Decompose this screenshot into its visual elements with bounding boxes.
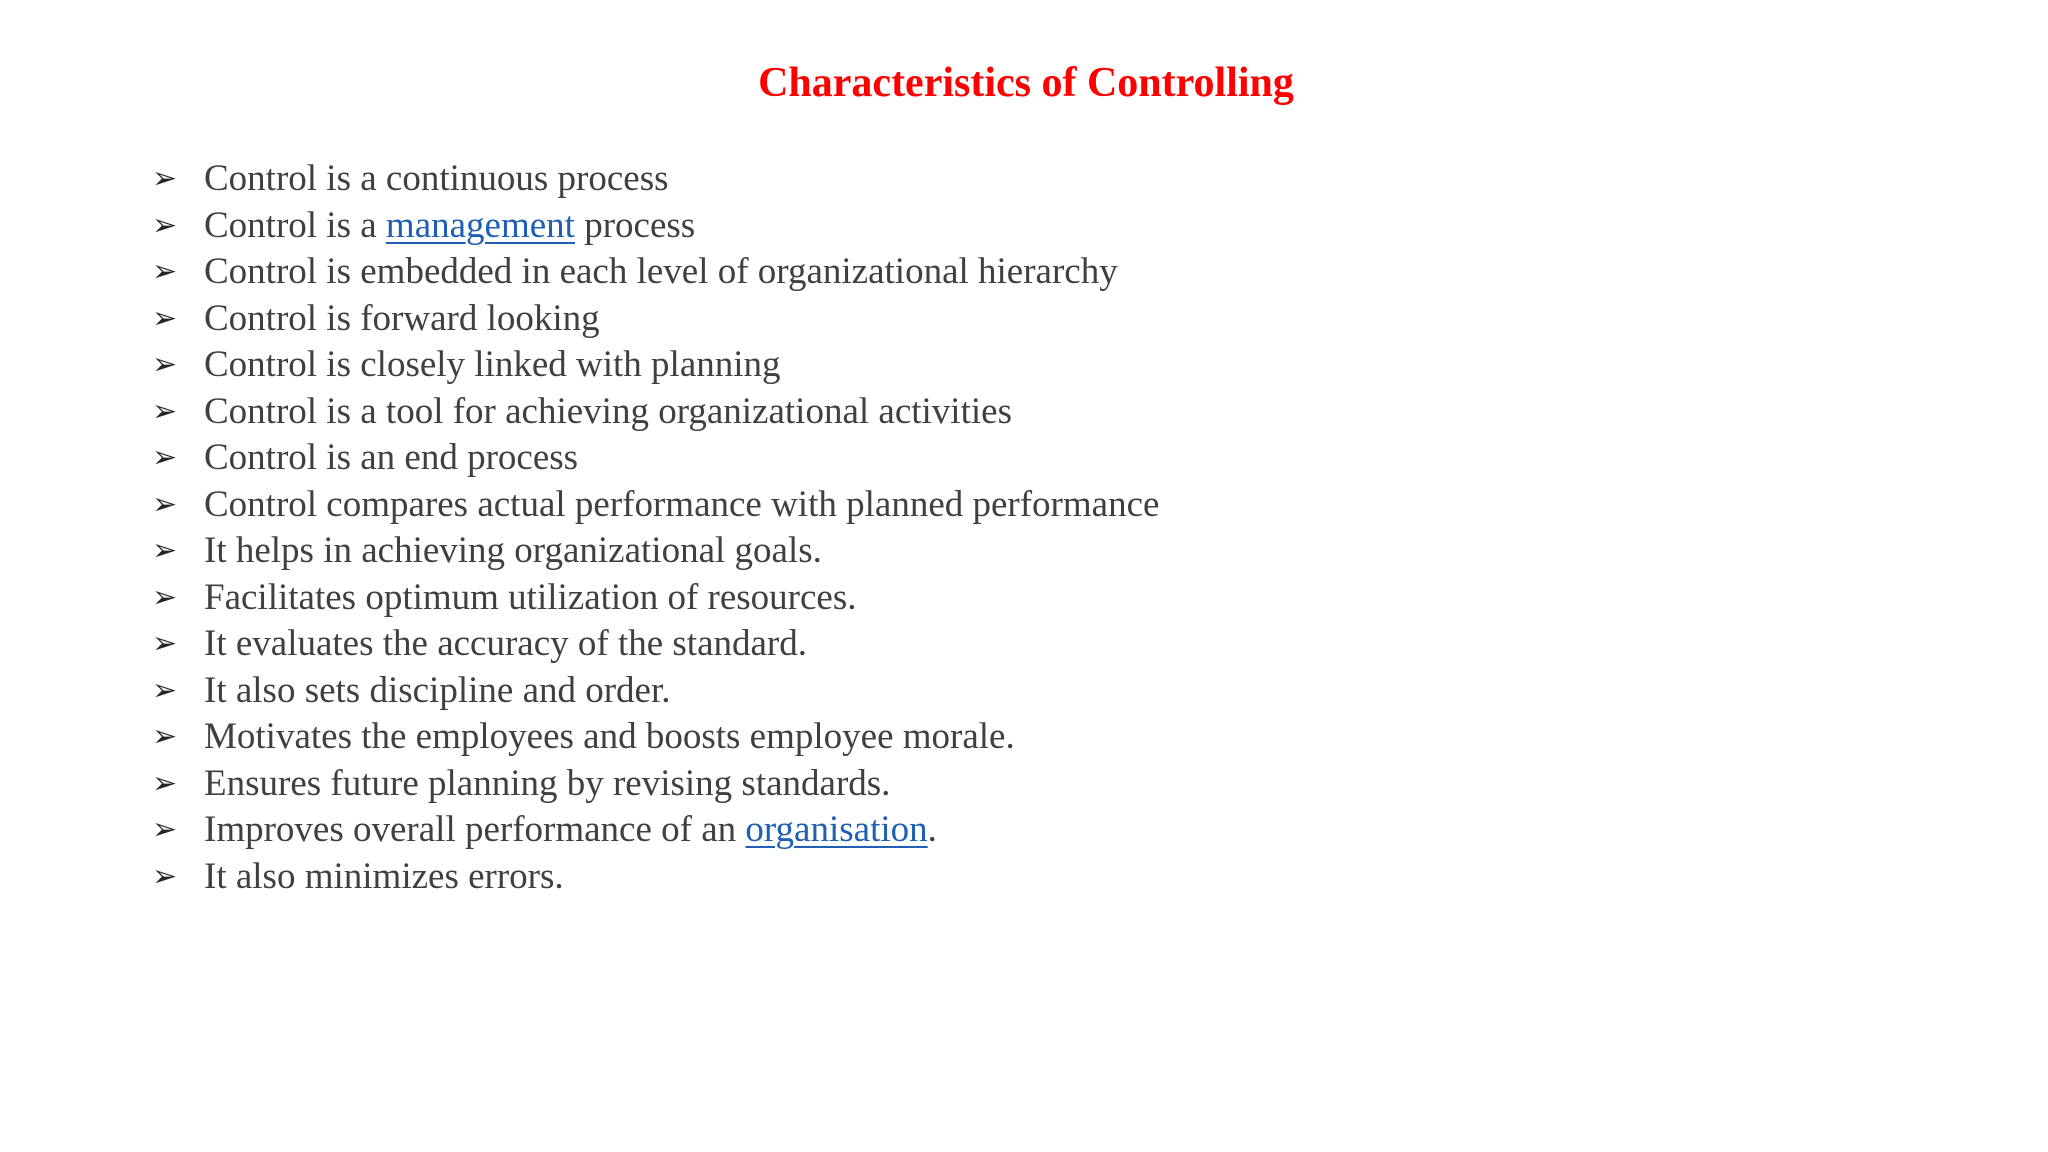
arrow-bullet-icon: ➢	[152, 858, 178, 894]
bullet-list	[152, 156, 1159, 900]
bullet-item	[152, 342, 1159, 389]
bullet-item	[152, 668, 1159, 715]
bullet-text: Improves overall performance of an	[204, 809, 746, 850]
arrow-bullet-icon: ➢	[152, 533, 178, 568]
arrow-bullet-icon: ➢	[152, 672, 178, 708]
arrow-bullet-icon: ➢	[152, 440, 178, 475]
bullet-item	[152, 156, 1159, 203]
bullet-item	[152, 621, 1159, 668]
bullet-text: It also sets discipline and order.	[204, 669, 671, 711]
bullet-text-after: process	[574, 204, 696, 246]
bullet-text: Control is an end process	[204, 437, 579, 478]
bullet-text: Facilitates optimum utilization of resources.	[204, 576, 857, 618]
management-link[interactable]: management	[385, 204, 575, 246]
bullet-item	[152, 435, 1159, 482]
arrow-bullet-icon: ➢	[152, 812, 178, 847]
bullet-text: Control is a tool for achieving organizational activities	[204, 390, 1012, 432]
arrow-bullet-icon: ➢	[152, 579, 178, 615]
bullet-item	[152, 296, 1159, 343]
bullet-text: Control is closely linked with planning	[204, 344, 781, 385]
arrow-bullet-icon: ➢	[152, 765, 178, 801]
bullet-text: Control compares actual performance with planned performance	[204, 483, 1160, 525]
arrow-bullet-icon: ➢	[152, 207, 178, 243]
arrow-bullet-icon: ➢	[152, 719, 178, 754]
arrow-bullet-icon: ➢	[152, 254, 178, 289]
bullet-text: Motivates the employees and boosts employee morale.	[204, 716, 1015, 757]
bullet-item	[152, 203, 1159, 250]
bullet-item	[152, 249, 1159, 296]
slide-title: Characteristics of Controlling	[758, 60, 1294, 106]
arrow-bullet-icon: ➢	[152, 626, 178, 661]
bullet-item	[152, 575, 1159, 622]
bullet-item	[152, 854, 1159, 901]
bullet-text: Ensures future planning by revising standards.	[204, 762, 891, 804]
bullet-text-after: .	[927, 809, 937, 850]
bullet-text: Control is a	[204, 204, 386, 246]
arrow-bullet-icon: ➢	[152, 347, 178, 382]
bullet-item	[152, 807, 1159, 854]
bullet-item	[152, 761, 1159, 808]
bullet-text: It also minimizes errors.	[204, 855, 564, 897]
bullet-item	[152, 528, 1159, 575]
bullet-text: Control is a continuous process	[204, 158, 669, 199]
bullet-text: It helps in achieving organizational goals.	[204, 530, 822, 571]
organisation-link[interactable]: organisation	[745, 809, 928, 850]
bullet-text: Control is embedded in each level of organizational hierarchy	[204, 251, 1118, 292]
arrow-bullet-icon: ➢	[152, 393, 178, 429]
bullet-item	[152, 714, 1159, 761]
arrow-bullet-icon: ➢	[152, 161, 178, 196]
arrow-bullet-icon: ➢	[152, 486, 178, 522]
bullet-item	[152, 482, 1159, 529]
bullet-text: Control is forward looking	[204, 297, 600, 339]
bullet-item	[152, 389, 1159, 436]
arrow-bullet-icon: ➢	[152, 300, 178, 336]
bullet-text: It evaluates the accuracy of the standard.	[204, 623, 808, 664]
